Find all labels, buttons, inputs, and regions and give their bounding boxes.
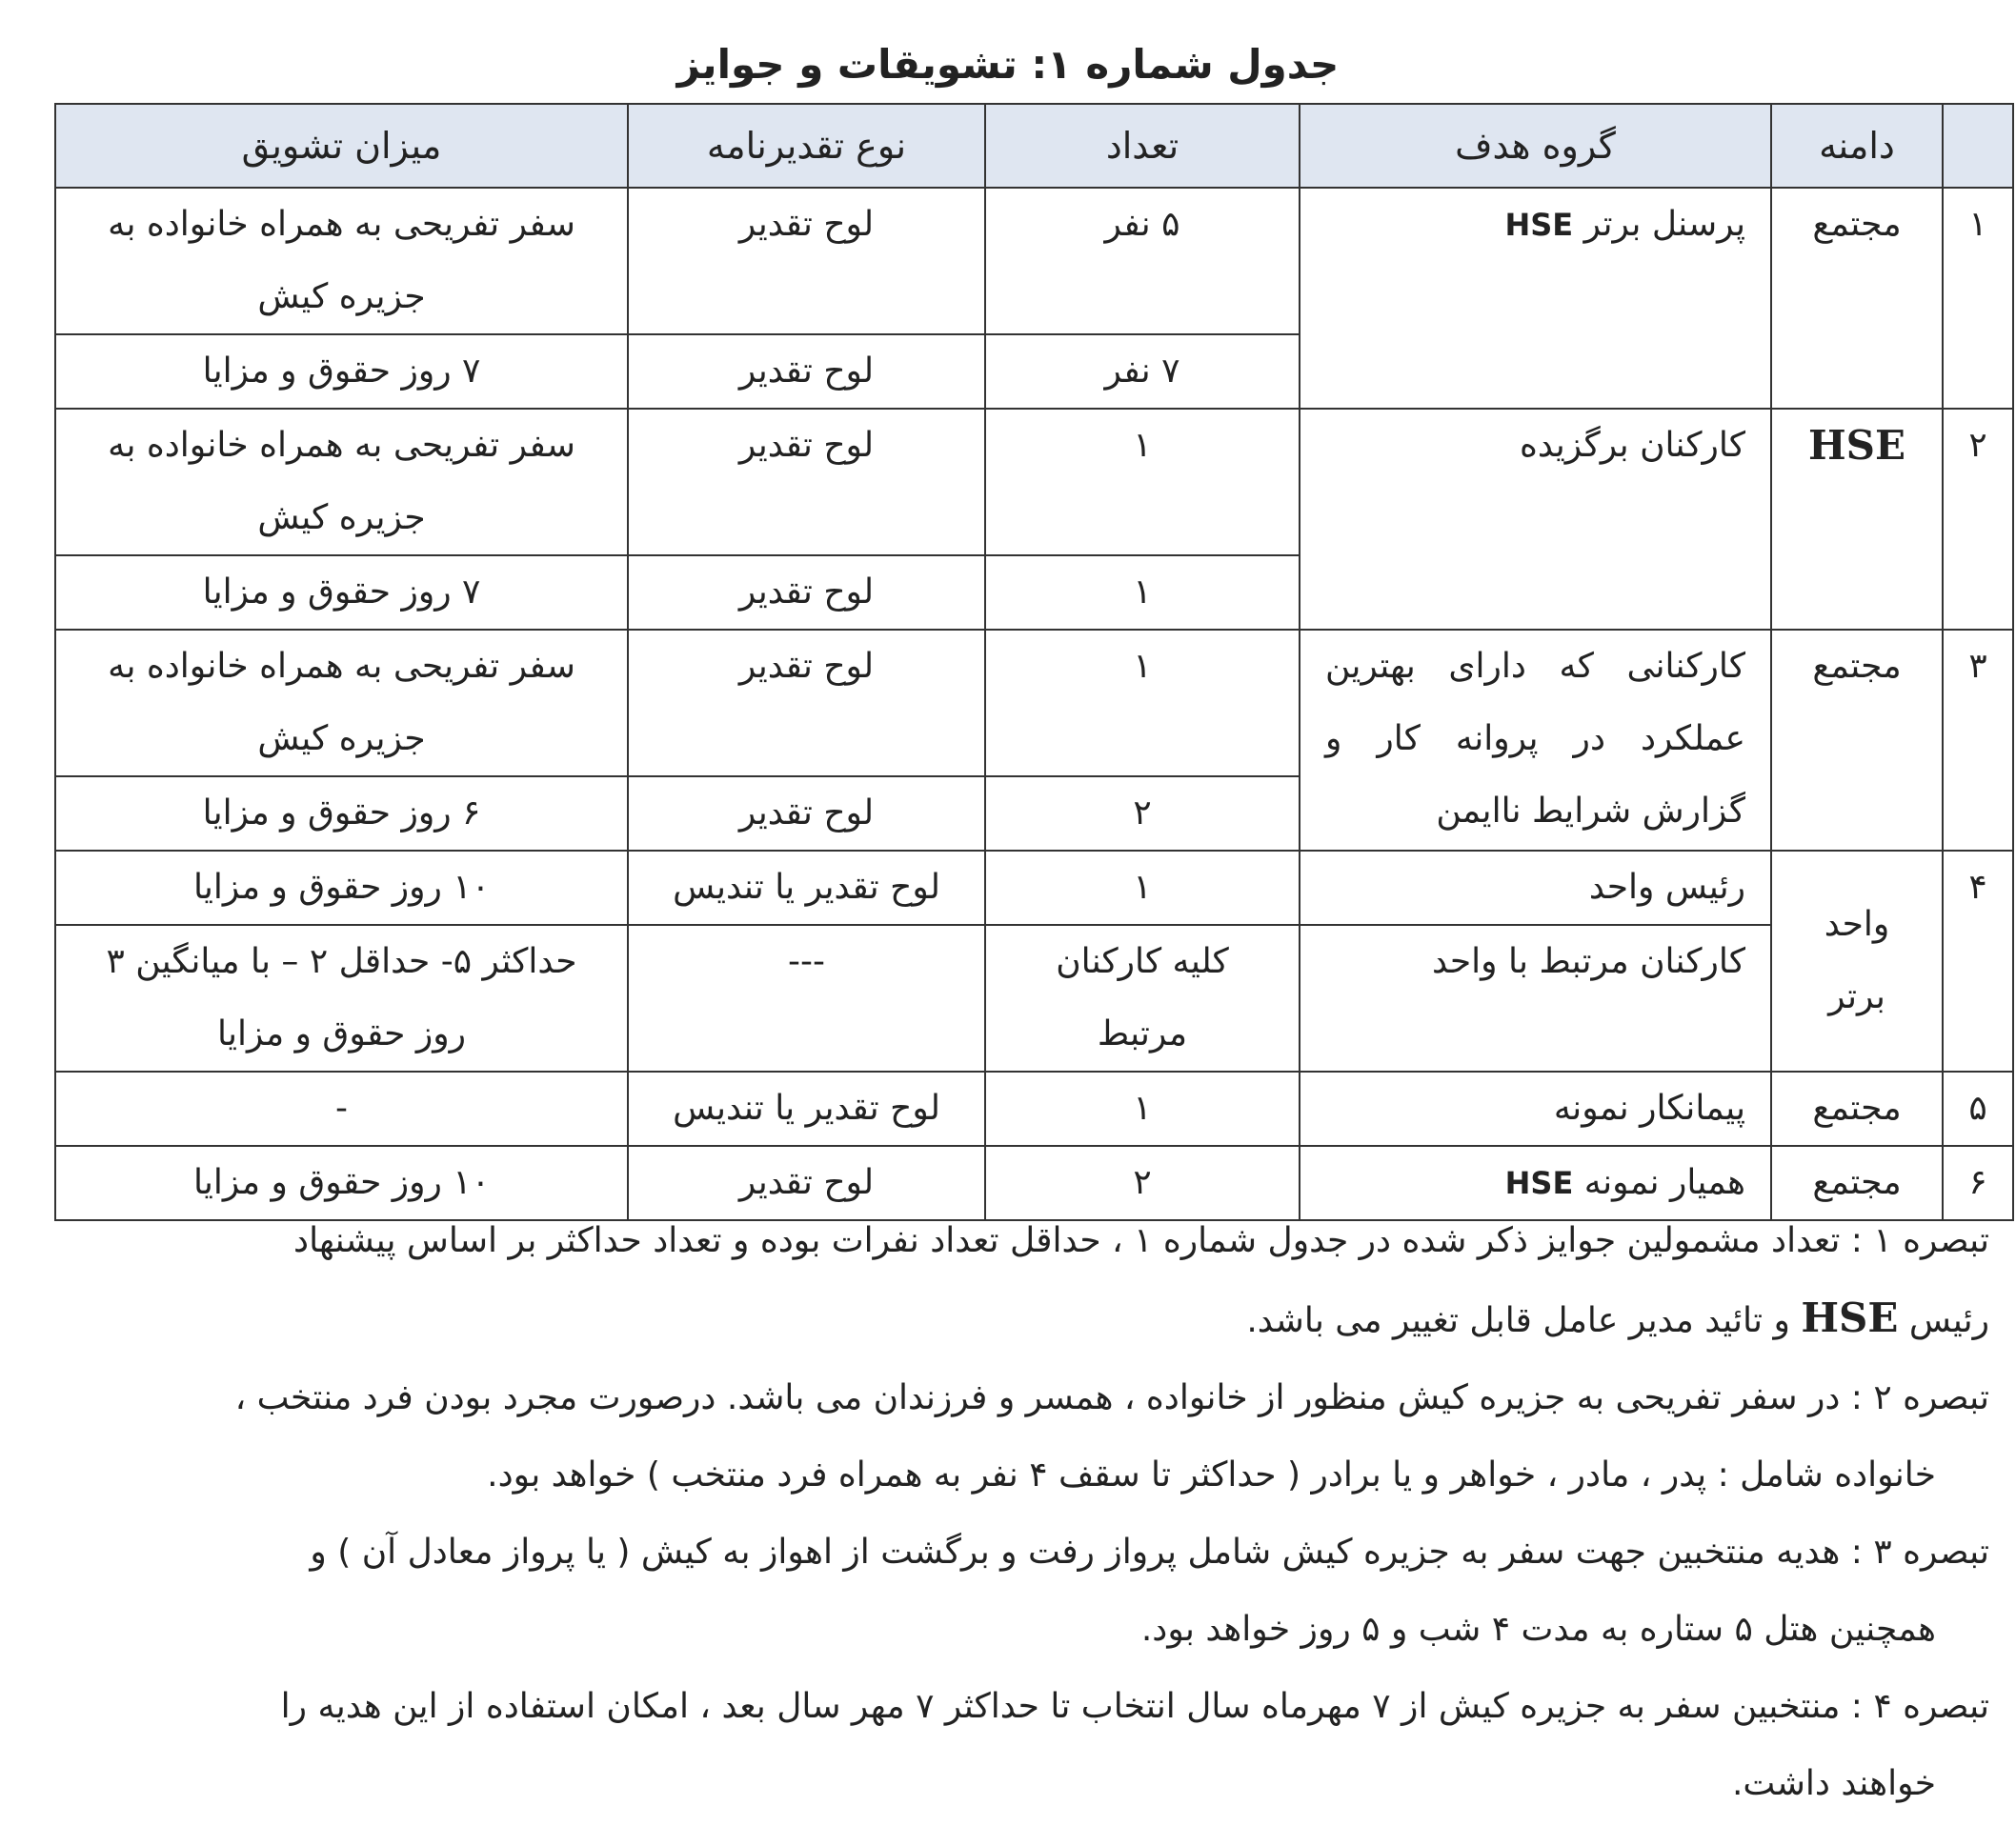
note-2-line2: خانواده شامل : پدر ، مادر ، خواهر و یا برادر ( حداکثر تا سقف ۴ نفر به همراه فرد منتخب ) خواهد بود. (487, 1455, 1936, 1495)
row-count: ۵ نفر (985, 188, 1300, 334)
row-target-group: رئیس واحد (1300, 851, 1771, 925)
note-1 (67, 1202, 1989, 1359)
row-domain-hse: HSE (1807, 422, 1906, 469)
notes-section (67, 1202, 1989, 1822)
header-certificate-type: نوع تقدیرنامه (628, 104, 985, 188)
row-certificate: لوح تقدیر (628, 1146, 985, 1220)
row-count: ۱ (985, 630, 1300, 776)
row-certificate: لوح تقدیر (628, 188, 985, 334)
target-group-suffix: HSE (1504, 1165, 1574, 1201)
note-1-line2 (67, 1279, 1989, 1359)
row-number: ۱ (1943, 188, 2013, 409)
row-count: ۲ (985, 1146, 1300, 1220)
table-row (55, 851, 2013, 925)
row-reward: سفر تفریحی به همراه خانواده به جزیره کیش (55, 630, 628, 776)
row-count: ۷ نفر (985, 334, 1300, 409)
note-3-line1: تبصره ۳ : هدیه منتخبین جهت سفر به جزیره کیش شامل پرواز رفت و برگشت از اهواز به کیش ( یا پرواز معادل آن ) و (310, 1533, 1989, 1572)
row-domain: مجتمع (1771, 630, 1943, 851)
header-target-group: گروه هدف (1300, 104, 1771, 188)
row-target-group: کارکنان مرتبط با واحد (1300, 925, 1771, 1072)
row-reward: ۱۰ روز حقوق و مزایا (55, 1146, 628, 1220)
row-certificate: --- (628, 925, 985, 1072)
note-1-hse: HSE (1801, 1294, 1899, 1341)
note-1-line2-post: و تائید مدیر عامل قابل تغییر می باشد. (1246, 1301, 1790, 1340)
row-number: ۲ (1943, 409, 2013, 630)
row-reward: ۷ روز حقوق و مزایا (55, 334, 628, 409)
row-count: ۱ (985, 851, 1300, 925)
row-certificate: لوح تقدیر (628, 555, 985, 630)
target-group-text: همیار نمونه (1583, 1163, 1745, 1202)
row-domain (1771, 409, 1943, 630)
note-4-line1: تبصره ۴ : منتخبین سفر به جزیره کیش از ۷ مهرماه سال انتخاب تا حداکثر ۷ مهر سال بعد ، امکان استفاده از این هدیه را (280, 1687, 1989, 1726)
target-group-text: پرسنل برتر (1583, 205, 1745, 244)
note-2-line1: تبصره ۲ : در سفر تفریحی به جزیره کیش منظور از خانواده ، همسر و فرزندان می باشد. درصورت مجرد بودن فرد منتخب ، (234, 1378, 1989, 1417)
target-group-suffix: HSE (1504, 207, 1574, 243)
header-count: تعداد (985, 104, 1300, 188)
row-reward: ۷ روز حقوق و مزایا (55, 555, 628, 630)
row-number: ۴ (1943, 851, 2013, 1072)
row-number: ۳ (1943, 630, 2013, 851)
row-certificate: لوح تقدیر یا تندیس (628, 1072, 985, 1146)
table-row (55, 409, 2013, 555)
header-number (1943, 104, 2013, 188)
note-3-line2: همچنین هتل ۵ ستاره به مدت ۴ شب و ۵ روز خواهد بود. (1140, 1610, 1936, 1649)
table-header-row (55, 104, 2013, 188)
row-target-group (1300, 188, 1771, 409)
row-count: ۱ (985, 409, 1300, 555)
row-reward: ۶ روز حقوق و مزایا (55, 776, 628, 851)
row-count: ۱ (985, 555, 1300, 630)
row-target-group: کارکنان برگزیده (1300, 409, 1771, 630)
table-title: جدول شماره ۱: تشویقات و جوایز (676, 41, 1340, 88)
row-count: ۱ (985, 1072, 1300, 1146)
row-number: ۵ (1943, 1072, 2013, 1146)
note-2 (67, 1359, 1989, 1514)
row-certificate: لوح تقدیر (628, 409, 985, 555)
table-row (55, 188, 2013, 334)
note-1-line2-pre: رئیس (1908, 1301, 1989, 1340)
row-reward: سفر تفریحی به همراه خانواده به جزیره کیش (55, 188, 628, 334)
row-target-group: پیمانکار نمونه (1300, 1072, 1771, 1146)
table-row (55, 925, 2013, 1072)
row-domain: مجتمع (1771, 188, 1943, 409)
table-row (55, 630, 2013, 776)
row-count: کلیه کارکنان مرتبط (985, 925, 1300, 1072)
row-number: ۶ (1943, 1146, 2013, 1220)
note-4 (67, 1668, 1989, 1822)
note-4-line2: خواهند داشت. (1731, 1764, 1936, 1803)
row-count: ۲ (985, 776, 1300, 851)
row-domain: واحد برتر (1771, 851, 1943, 1072)
row-domain: مجتمع (1771, 1146, 1943, 1220)
row-reward: - (55, 1072, 628, 1146)
row-certificate: لوح تقدیر (628, 776, 985, 851)
row-certificate: لوح تقدیر (628, 630, 985, 776)
rewards-table (54, 103, 2014, 1221)
row-reward: حداکثر ۵- حداقل ۲ – با میانگین ۳ روز حقوق و مزایا (55, 925, 628, 1072)
row-domain: مجتمع (1771, 1072, 1943, 1146)
row-certificate: لوح تقدیر (628, 334, 985, 409)
table-row (55, 1072, 2013, 1146)
header-reward-amount: میزان تشویق (55, 104, 628, 188)
header-domain: دامنه (1771, 104, 1943, 188)
row-certificate: لوح تقدیر یا تندیس (628, 851, 985, 925)
row-reward: ۱۰ روز حقوق و مزایا (55, 851, 628, 925)
note-1-line1: تبصره ۱ : تعداد مشمولین جوایز ذکر شده در جدول شماره ۱ ، حداقل تعداد نفرات بوده و تعداد حداکثر بر اساس پیشنهاد (293, 1221, 1989, 1260)
row-reward: سفر تفریحی به همراه خانواده به جزیره کیش (55, 409, 628, 555)
note-3 (67, 1514, 1989, 1668)
row-target-group: کارکنانی که دارای بهترین عملکرد در پروانه کار و گزارش شرایط ناایمن (1300, 630, 1771, 851)
